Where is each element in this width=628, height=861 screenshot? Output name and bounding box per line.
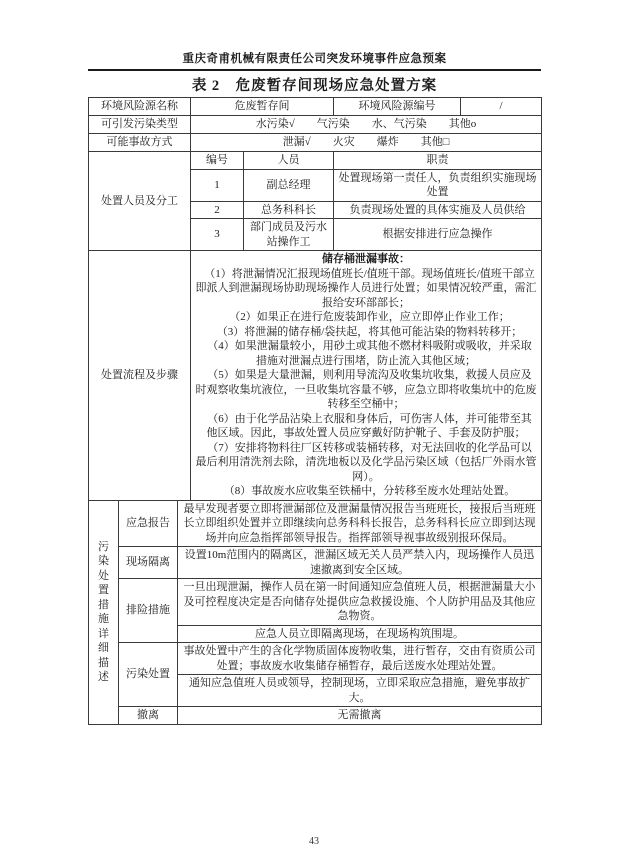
measure-isolation-text: 设置10m范围内的隔离区，泄漏区域无关人员严禁入内，现场操作人员迅速撤离到安全区域。: [178, 547, 542, 579]
document-header: 重庆奇甫机械有限责任公司突发环境事件应急预案: [88, 50, 541, 71]
procedure-step: （5）如果是大量泄漏，则利用导流沟及收集坑收集，救援人员应及时观察收集坑液位，一旦收集坑容量不够，应急立即将收集坑中的危废转移至空桶中；: [195, 369, 537, 410]
procedure-row: [89, 251, 542, 501]
measure-risk-removal-label: 排险措施: [119, 579, 178, 643]
procedure-step: （4）如果泄漏量较小，用砂土或其他不燃材料吸附或吸收，并采取措施对泄漏点进行围堵，防止流入其他区域；: [207, 340, 532, 367]
measures-section-label: 污染处置措施详细描述: [89, 500, 119, 724]
personnel-no: 3: [191, 219, 244, 251]
accident-mode-label: 可能事故方式: [89, 134, 191, 152]
personnel-no: 1: [191, 169, 244, 201]
personnel-duty: 根据安排进行应急操作: [334, 219, 542, 251]
personnel-col-no: 编号: [191, 152, 244, 170]
personnel-col-duty: 职责: [334, 152, 542, 170]
procedure-section-label: 处置流程及步骤: [89, 251, 191, 501]
measure-evacuation-text: 无需撤离: [178, 707, 542, 725]
procedure-step: （8）事故废水应收集至铁桶中，分转移至废水处理站处置。: [223, 485, 516, 497]
measure-pollution-disposal-row-1: [89, 643, 542, 675]
personnel-person: 副总经理: [244, 169, 334, 201]
measure-isolation-row: [89, 547, 542, 579]
personnel-col-person: 人员: [244, 152, 334, 170]
risk-source-name-value: 危废暂存间: [191, 98, 334, 116]
personnel-section-label: 处置人员及分工: [89, 152, 191, 251]
measure-pollution-disposal-text-2: 通知应急值班人员或领导，控制现场，立即采取应急措施，避免事故扩大。: [178, 675, 542, 707]
procedure-step: （2）如果正在进行危废装卸作业，应立即停止作业工作；: [229, 311, 510, 323]
measure-report-row: [89, 500, 542, 547]
accident-mode-value: 泄漏√ 火灾 爆炸 其他□: [191, 134, 542, 152]
accident-mode-row: [89, 134, 542, 152]
page-number: 43: [309, 836, 319, 847]
personnel-person: 部门成员及污水站操作工: [244, 219, 334, 251]
procedure-step: （3）将泄漏的储存桶/袋扶起，将其他可能沾染的物料转移开；: [216, 325, 523, 338]
measure-pollution-disposal-label: 污染处置: [119, 643, 178, 707]
measure-pollution-disposal-text-1: 事故处置中产生的含化学物质固体废物收集，进行暂存，交由有资质公司处置；事故废水收集储存桶暂存，最后送废水处理站处置。: [178, 643, 542, 675]
personnel-duty: 负责现场处置的具体实施及人员供给: [334, 201, 542, 219]
risk-source-row: [89, 98, 542, 116]
procedure-step: （7）安排将物料往厂区转移或装桶转移，对无法回收的化学品可以最后利用清洗剂去除，清洗地板以及化学品污染区域（包括厂外雨水管网）。: [195, 441, 537, 483]
personnel-person: 总务科科长: [244, 201, 334, 219]
measure-report-text: 最早发现者要立即将泄漏部位及泄漏量情况报告当班班长，接报后当班班长立即组织处置并立即继续向总务科科长报告，总务科科长应立即到达现场并向应急指挥部领导报告。指挥部领导视事故级别报环保局。: [178, 500, 542, 547]
procedure-step: （6）由于化学品沾染上衣服和身体后，可伤害人体，并可能带至其他区域。因此，事故处置人员应穿戴好防护靴子、手套及防护服；: [206, 412, 532, 439]
pollution-type-row: [89, 116, 542, 134]
risk-source-no-value: /: [461, 98, 542, 116]
risk-source-no-label: 环境风险源编号: [334, 98, 461, 116]
emergency-response-table: [88, 97, 542, 725]
measure-evacuation-label: 撤离: [119, 707, 178, 725]
procedure-subtitle: 储存桶泄漏事故：: [322, 253, 411, 265]
measure-risk-removal-row-1: [89, 579, 542, 626]
pollution-type-value: 水污染√ 气污染 水、气污染 其他o: [191, 116, 542, 134]
personnel-duty: 处置现场第一责任人，负责组织实施现场处置: [334, 169, 542, 201]
pollution-type-label: 可引发污染类型: [89, 116, 191, 134]
table-title: 表 2 危废暂存间现场应急处置方案: [191, 78, 438, 94]
measure-risk-removal-text-2: 应急人员立即隔离现场，在现场构筑围堤。: [178, 625, 542, 643]
document-page: [88, 0, 541, 725]
risk-source-name-label: 环境风险源名称: [89, 98, 191, 116]
personnel-header-row: [89, 152, 542, 170]
measure-risk-removal-text-1: 一旦出现泄漏，操作人员在第一时间通知应急值班人员，根据泄漏量大小及可控程度决定是否向储存处提供应急救援设施、个人防护用品及其他应急物资。: [178, 579, 542, 626]
personnel-no: 2: [191, 201, 244, 219]
procedure-step: （1）将泄漏情况汇报现场值班长/值班干部。现场值班长/值班干部立即派人到泄漏现场协助现场操作人员进行处置；如果情况较严重，需汇报给安环部部长；: [195, 267, 537, 309]
measure-evacuation-row: [89, 707, 542, 725]
measure-isolation-label: 现场隔离: [119, 547, 178, 579]
measure-report-label: 应急报告: [119, 500, 178, 547]
procedure-content-cell: [191, 251, 542, 501]
